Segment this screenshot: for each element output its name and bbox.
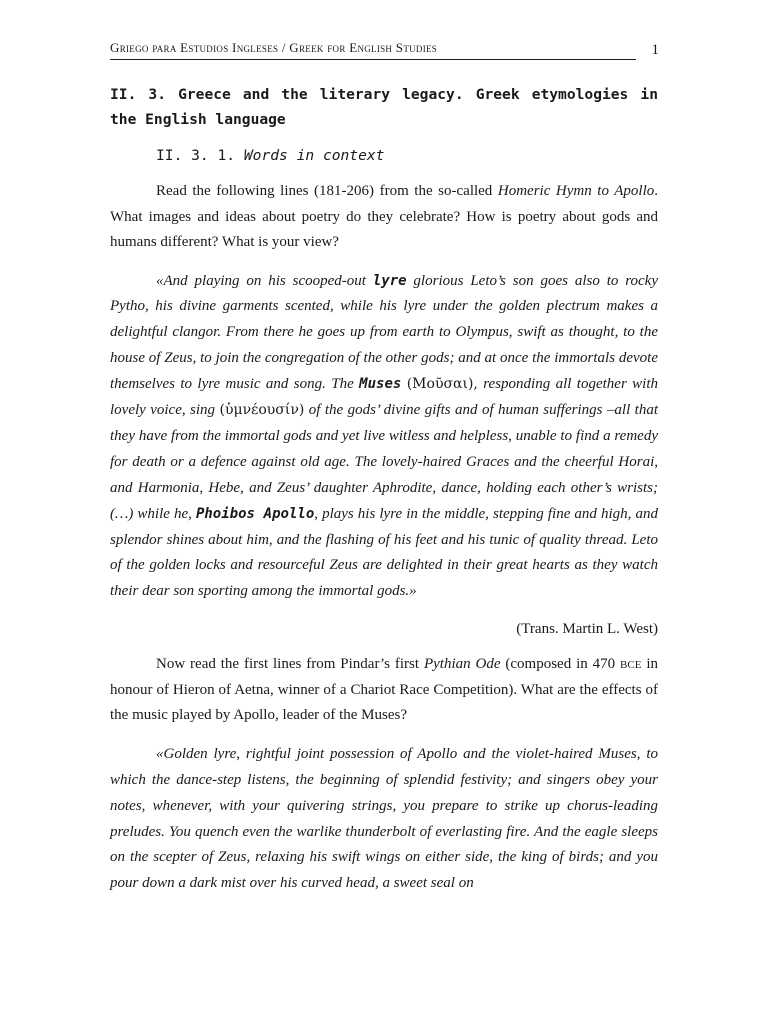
greek-sing: (ὑμνέουσίν) — [219, 402, 305, 419]
subsection-number: II. 3. 1. — [156, 147, 236, 164]
translation-attribution: (Trans. Martin L. West) — [516, 621, 658, 638]
page-content — [110, 82, 658, 897]
prompt-hymn-text-2: . What images and ideas about poetry do they celebrate? How is poetry about gods and humans different? What is your view? — [110, 183, 658, 250]
quote-hymn-seg-4: of the gods’ divine gifts and of human sufferings –all that they have from the immortal gods and yet live witless and helpless, unable to find a remedy for death or a defence against old age. The lovely-haired Graces and the cheerful Horai, and Harmonia, Hebe, and Zeus’ daughter Aphrodite, dance, holding each other’s wrists; (…) while he, — [110, 402, 658, 522]
term-phoibos-apollo: Phoibos Apollo — [195, 505, 315, 522]
quote-hymn-seg-5: , plays his lyre in the middle, stepping fine and high, and splendor shines about him, and the flashing of his feet and his tunic of quality thread. Leto of the golden locks and resourceful Zeus are delighted in their great hearts as they watch their dear son sporting among the immortal gods.» — [110, 505, 658, 600]
quote-hymn-seg-2: glorious Leto’s son goes also to rocky Pytho, his divine garments scented, while his lyre under the golden plectrum makes a delightful clangor. From there he goes up from earth to Olympus, swift as thought, to the house of Zeus, to join the congregation of the other gods; and at once the immortals devote themselves to lyre music and song. The — [110, 272, 658, 393]
prompt-pindar-text-1: Now read the first lines from Pindar’s first — [156, 656, 424, 673]
greek-muses: (Μοῦσαι), — [406, 376, 478, 393]
prompt-hymn-text-1: Read the following lines (181-206) from the so-called — [156, 183, 498, 199]
quote-homeric-hymn — [110, 269, 658, 606]
term-muses: Muses — [359, 376, 402, 393]
work-title-pythian-ode: Pythian Ode — [423, 656, 501, 673]
prompt-pindar — [110, 652, 658, 729]
term-lyre: lyre — [372, 272, 407, 289]
quote-hymn-seg-1: «And playing on his scooped-out — [156, 272, 373, 289]
prompt-pindar-text-3: in honour of Hieron of Aetna, winner of a Chariot Race Competition). What are the effects of the music played by Apollo, leader of the Muses? — [110, 656, 659, 724]
page-number: 1 — [651, 42, 659, 58]
prompt-hymn — [110, 179, 658, 256]
quote-hymn-seg-3: responding all together with lovely voice, sing — [110, 376, 659, 419]
era-label: bce — [620, 656, 642, 673]
prompt-pindar-text-2: (composed in 470 — [500, 656, 621, 673]
subsection-title: Words in context — [243, 147, 385, 164]
running-head: Griego para Estudios Ingleses / Greek for English Studies — [110, 40, 636, 60]
subsection-heading — [156, 143, 658, 168]
quote-pythian-ode: «Golden lyre, rightful joint possession of Apollo and the violet-haired Muses, to which the dance-step listens, the beginning of splendid festivity; and singers obey your notes, whenever, with your quivering strings, you prepare to strike up chorus-leading preludes. You quench even the warlike thunderbolt of everlasting fire. And the eagle sleeps on the scepter of Zeus, relaxing his swift wings on either side, the king of birds; and you pour down a dark mist over his curved head, a sweet seal on — [110, 745, 658, 892]
work-title-homeric-hymn: Homeric Hymn to Apollo — [497, 183, 655, 199]
section-heading: II. 3. Greece and the literary legacy. Greek etymologies in the English language — [110, 86, 658, 128]
